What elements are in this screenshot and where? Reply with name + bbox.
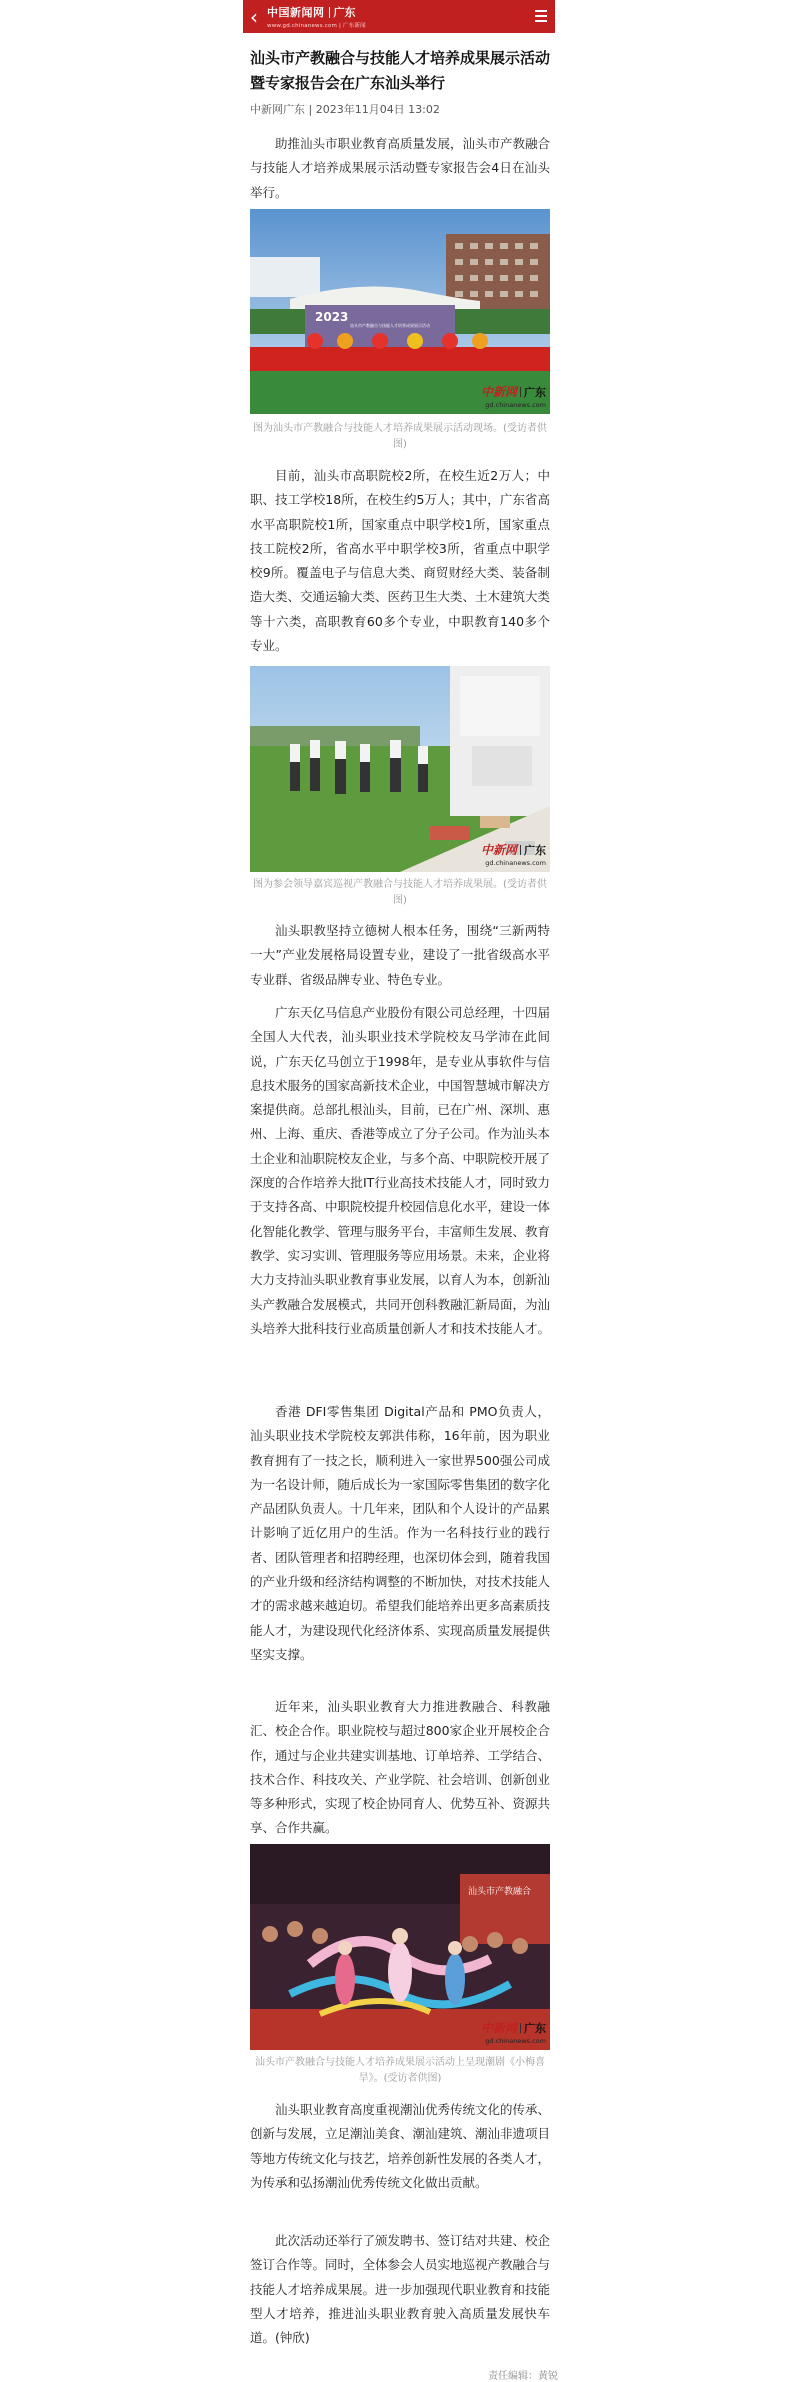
photo-caption: 图为汕头市产教融合与技能人才培养成果展示活动现场。(受访者供图) [253, 423, 547, 450]
article-photo-exhibition-tour [250, 666, 550, 872]
article-paragraph: 广东天亿马信息产业股份有限公司总经理，十四届全国人大代表，汕头职业技术学院校友马学沛在此间说，广东天亿马创立于1998年，是专业从事软件与信息技术服务的国家高新技术企业，中国智慧城市解决方案提供商。总部扎根汕头，目前，已在广州、深圳、惠州、上海、重庆、香港等成立了分子公司。作为汕头本土企业和汕职院校友企业，与多个高、中职院校开展了深度的合作培养大批IT行业高技术技能人才，同时致力于支持各高、中职院校提升校园信息化水平，建设一体化智能化教学、管理与服务平台，丰富师生发展、教育教学、实习实训、管理服务等应用场景。未来，企业将大力支持汕头职业教育事业发展，以育人为本，创新汕头产教融合发展模式，共同开创科教融汇新局面，为汕头培养大批科技行业高质量创新人才和技术技能人才。 [250, 1005, 551, 1336]
photo-watermark: 中新网 广东 gd.chinanews.com [480, 843, 546, 867]
article-paragraph: 此次活动还举行了颁发聘书、签订结对共建、校企签订合作等。同时，全体参会人员实地巡视产教融合与技能人才培养成果展。进一步加强现代职业教育和技能型人才培养，推进汕头职业教育驶入高质量发展快车道。(钟欣) [250, 2233, 551, 2346]
article-photo-event-stage [250, 209, 550, 414]
chevron-left-icon: ‹ [250, 4, 258, 29]
article-paragraph: 香港 DFI零售集团 Digital产品和 PMO负责人，汕头职业技术学院校友郭洪伟称，16年前，因为职业教育拥有了一技之长，顺利进入一家世界500强公司成为一名设计师，随后成长为一家国际零售集团的数字化产品团队负责人。十几年来，团队和个人设计的产品累计影响了近亿用户的生活。作为一名科技行业的践行者、团队管理者和招聘经理，也深切体会到，随着我国的产业升级和经济结构调整的不断加快，对技术技能人才的需求越来越迫切。希望我们能培养出更多高素质技能人才，为建设现代化经济体系、实现高质量发展提供坚实支撑。 [250, 1404, 551, 1662]
photo-caption: 汕头市产教融合与技能人才培养成果展示活动上呈现潮剧《小梅喜旱》。(受访者供图) [255, 2057, 545, 2084]
article-paragraph: 助推汕头市职业教育高质量发展，汕头市产教融合与技能人才培养成果展示活动暨专家报告会4日在汕头举行。 [250, 136, 551, 200]
article-photo-opera [250, 1844, 550, 2050]
stage-banner-text: 汕头市产教融合与技能人才培养成果展示活动 [350, 323, 430, 328]
photo-caption: 图为参会领导嘉宾巡视产教融合与技能人才培养成果展。(受访者供图) [253, 879, 547, 906]
logo-url-text: www.gd.chinanews.com | 广东新闻 [267, 23, 366, 29]
logo-divider [329, 7, 330, 18]
stage-banner-text: 汕头市产教融合 [468, 1887, 532, 1897]
article-paragraph: 近年来，汕头职业教育大力推进教融合、科教融汇、校企合作。职业院校与超过800家企业开展校企合作，通过与企业共建实训基地、订单培养、工学结合、技术合作、科技攻关、产业学院、社会培训、创新创业等多种形式，实现了校企协同育人、优势互补、资源共享、合作共赢。 [250, 1699, 551, 1836]
hamburger-menu-icon[interactable] [535, 10, 547, 25]
logo-main-text: 中国新闻网 [267, 6, 325, 19]
stage-year-text: 2023 [315, 310, 349, 324]
photo-watermark: 中新网 广东 gd.chinanews.com [480, 385, 546, 409]
header-bar [243, 0, 555, 33]
logo-region-text: 广东 [333, 6, 356, 19]
article-paragraph: 目前，汕头市高职院校2所，在校生近2万人；中职、技工学校18所，在校生约5万人；其中，广东省高水平高职院校1所，国家重点中职学校1所，国家重点技工院校2所，省高水平中职学校3所，省重点中职学校9所。覆盖电子与信息大类、商贸财经大类、装备制造大类、交通运输大类、医药卫生大类、土木建筑大类等十六类，高职教育60多个专业，中职教育140多个专业。 [250, 468, 551, 654]
article-title: 汕头市产教融合与技能人才培养成果展示活动暨专家报告会在广东汕头举行 [250, 49, 551, 92]
article-paragraph: 汕头职业教育高度重视潮汕优秀传统文化的传承、创新与发展，立足潮汕美食、潮汕建筑、潮汕非遗项目等地方传统文化与技艺，培养创新性发展的各类人才，为传承和弘扬潮汕优秀传统文化做出贡献。 [250, 2102, 551, 2190]
article-meta: 中新网广东 | 2023年11月04日 13:02 [250, 103, 440, 116]
responsible-editor: 责任编辑：黄锐 [488, 2371, 558, 2382]
back-button[interactable] [243, 0, 265, 33]
site-logo[interactable] [267, 4, 366, 29]
photo-watermark: 中新网 广东 gd.chinanews.com [480, 2021, 546, 2045]
article-paragraph: 汕头职教坚持立德树人根本任务，围绕“三新两特一大”产业发展格局设置专业，建设了一批省级高水平专业群、省级品牌专业、特色专业。 [250, 923, 550, 987]
